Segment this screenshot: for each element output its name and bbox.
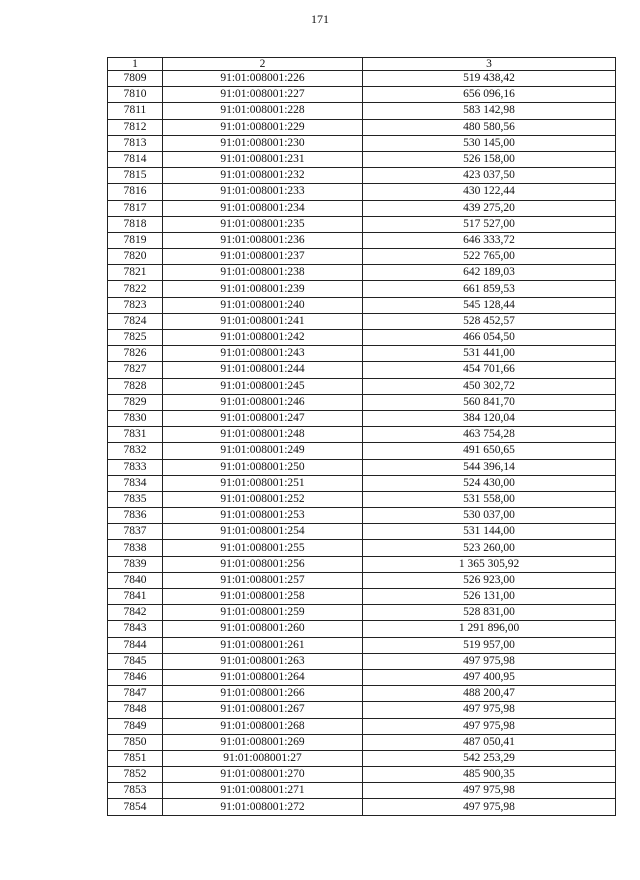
value-cell: 560 841,70 bbox=[363, 394, 616, 410]
cadastral-number-cell: 91:01:008001:230 bbox=[163, 135, 363, 151]
value-cell: 646 333,72 bbox=[363, 232, 616, 248]
table-row bbox=[108, 184, 616, 200]
cadastral-number-cell: 91:01:008001:256 bbox=[163, 556, 363, 572]
table-row bbox=[108, 637, 616, 653]
cadastral-number-cell: 91:01:008001:252 bbox=[163, 491, 363, 507]
cadastral-number-cell: 91:01:008001:270 bbox=[163, 767, 363, 783]
table-row bbox=[108, 135, 616, 151]
row-number-cell: 7853 bbox=[108, 783, 163, 799]
cadastral-number-cell: 91:01:008001:271 bbox=[163, 783, 363, 799]
table-row bbox=[108, 540, 616, 556]
value-cell: 531 558,00 bbox=[363, 491, 616, 507]
value-cell: 497 975,98 bbox=[363, 783, 616, 799]
value-cell: 519 957,00 bbox=[363, 637, 616, 653]
row-number-cell: 7811 bbox=[108, 103, 163, 119]
header-row bbox=[108, 58, 616, 71]
row-number-cell: 7833 bbox=[108, 459, 163, 475]
table-row bbox=[108, 750, 616, 766]
row-number-cell: 7854 bbox=[108, 799, 163, 815]
row-number-cell: 7817 bbox=[108, 200, 163, 216]
cadastral-number-cell: 91:01:008001:244 bbox=[163, 362, 363, 378]
cadastral-number-cell: 91:01:008001:261 bbox=[163, 637, 363, 653]
value-cell: 519 438,42 bbox=[363, 71, 616, 87]
table-row bbox=[108, 702, 616, 718]
cadastral-number-cell: 91:01:008001:263 bbox=[163, 653, 363, 669]
cadastral-number-cell: 91:01:008001:229 bbox=[163, 119, 363, 135]
row-number-cell: 7828 bbox=[108, 378, 163, 394]
row-number-cell: 7814 bbox=[108, 151, 163, 167]
value-cell: 545 128,44 bbox=[363, 297, 616, 313]
value-cell: 583 142,98 bbox=[363, 103, 616, 119]
table-row bbox=[108, 71, 616, 87]
value-cell: 480 580,56 bbox=[363, 119, 616, 135]
value-cell: 656 096,16 bbox=[363, 87, 616, 103]
value-cell: 488 200,47 bbox=[363, 686, 616, 702]
row-number-cell: 7818 bbox=[108, 216, 163, 232]
value-cell: 526 158,00 bbox=[363, 151, 616, 167]
table-row bbox=[108, 589, 616, 605]
row-number-cell: 7852 bbox=[108, 767, 163, 783]
value-cell: 454 701,66 bbox=[363, 362, 616, 378]
page-number: 171 bbox=[311, 12, 329, 26]
value-cell: 1 291 896,00 bbox=[363, 621, 616, 637]
table-row bbox=[108, 621, 616, 637]
value-cell: 497 975,98 bbox=[363, 799, 616, 815]
row-number-cell: 7844 bbox=[108, 637, 163, 653]
table-row bbox=[108, 87, 616, 103]
table-row bbox=[108, 491, 616, 507]
cadastral-number-cell: 91:01:008001:247 bbox=[163, 410, 363, 426]
column-header-1: 1 bbox=[108, 58, 163, 71]
row-number-cell: 7849 bbox=[108, 718, 163, 734]
value-cell: 528 452,57 bbox=[363, 313, 616, 329]
table-row bbox=[108, 119, 616, 135]
row-number-cell: 7830 bbox=[108, 410, 163, 426]
cadastral-number-cell: 91:01:008001:231 bbox=[163, 151, 363, 167]
value-cell: 642 189,03 bbox=[363, 265, 616, 281]
table-row bbox=[108, 669, 616, 685]
row-number-cell: 7841 bbox=[108, 589, 163, 605]
table-row bbox=[108, 572, 616, 588]
cadastral-number-cell: 91:01:008001:251 bbox=[163, 475, 363, 491]
cadastral-number-cell: 91:01:008001:248 bbox=[163, 427, 363, 443]
row-number-cell: 7843 bbox=[108, 621, 163, 637]
table-row bbox=[108, 151, 616, 167]
table-row bbox=[108, 443, 616, 459]
row-number-cell: 7819 bbox=[108, 232, 163, 248]
cadastral-number-cell: 91:01:008001:241 bbox=[163, 313, 363, 329]
value-cell: 384 120,04 bbox=[363, 410, 616, 426]
cadastral-number-cell: 91:01:008001:268 bbox=[163, 718, 363, 734]
value-cell: 450 302,72 bbox=[363, 378, 616, 394]
cadastral-number-cell: 91:01:008001:227 bbox=[163, 87, 363, 103]
table-row bbox=[108, 103, 616, 119]
value-cell: 528 831,00 bbox=[363, 605, 616, 621]
cadastral-number-cell: 91:01:008001:234 bbox=[163, 200, 363, 216]
table-row bbox=[108, 524, 616, 540]
value-cell: 439 275,20 bbox=[363, 200, 616, 216]
value-cell: 485 900,35 bbox=[363, 767, 616, 783]
cadastral-number-cell: 91:01:008001:27 bbox=[163, 750, 363, 766]
row-number-cell: 7824 bbox=[108, 313, 163, 329]
row-number-cell: 7829 bbox=[108, 394, 163, 410]
value-cell: 661 859,53 bbox=[363, 281, 616, 297]
cadastral-number-cell: 91:01:008001:250 bbox=[163, 459, 363, 475]
data-table bbox=[107, 57, 616, 816]
cadastral-number-cell: 91:01:008001:235 bbox=[163, 216, 363, 232]
table-body bbox=[108, 71, 616, 816]
row-number-cell: 7836 bbox=[108, 508, 163, 524]
row-number-cell: 7845 bbox=[108, 653, 163, 669]
table-row bbox=[108, 783, 616, 799]
row-number-cell: 7825 bbox=[108, 330, 163, 346]
cadastral-number-cell: 91:01:008001:259 bbox=[163, 605, 363, 621]
table-row bbox=[108, 394, 616, 410]
cadastral-number-cell: 91:01:008001:240 bbox=[163, 297, 363, 313]
row-number-cell: 7846 bbox=[108, 669, 163, 685]
cadastral-number-cell: 91:01:008001:237 bbox=[163, 249, 363, 265]
row-number-cell: 7842 bbox=[108, 605, 163, 621]
row-number-cell: 7809 bbox=[108, 71, 163, 87]
table-row bbox=[108, 346, 616, 362]
table-row bbox=[108, 362, 616, 378]
cadastral-number-cell: 91:01:008001:243 bbox=[163, 346, 363, 362]
row-number-cell: 7837 bbox=[108, 524, 163, 540]
table-row bbox=[108, 200, 616, 216]
cadastral-number-cell: 91:01:008001:239 bbox=[163, 281, 363, 297]
row-number-cell: 7812 bbox=[108, 119, 163, 135]
cadastral-number-cell: 91:01:008001:272 bbox=[163, 799, 363, 815]
row-number-cell: 7850 bbox=[108, 734, 163, 750]
table-row bbox=[108, 427, 616, 443]
table-row bbox=[108, 249, 616, 265]
value-cell: 497 975,98 bbox=[363, 702, 616, 718]
row-number-cell: 7822 bbox=[108, 281, 163, 297]
table-row bbox=[108, 459, 616, 475]
table-row bbox=[108, 605, 616, 621]
cadastral-number-cell: 91:01:008001:246 bbox=[163, 394, 363, 410]
row-number-cell: 7827 bbox=[108, 362, 163, 378]
table-row bbox=[108, 378, 616, 394]
cadastral-number-cell: 91:01:008001:232 bbox=[163, 168, 363, 184]
cadastral-number-cell: 91:01:008001:255 bbox=[163, 540, 363, 556]
row-number-cell: 7821 bbox=[108, 265, 163, 281]
value-cell: 530 145,00 bbox=[363, 135, 616, 151]
table-row bbox=[108, 475, 616, 491]
table-row bbox=[108, 410, 616, 426]
cadastral-number-cell: 91:01:008001:253 bbox=[163, 508, 363, 524]
row-number-cell: 7848 bbox=[108, 702, 163, 718]
cadastral-number-cell: 91:01:008001:249 bbox=[163, 443, 363, 459]
row-number-cell: 7847 bbox=[108, 686, 163, 702]
row-number-cell: 7810 bbox=[108, 87, 163, 103]
column-header-2: 2 bbox=[163, 58, 363, 71]
table-row bbox=[108, 718, 616, 734]
value-cell: 430 122,44 bbox=[363, 184, 616, 200]
row-number-cell: 7839 bbox=[108, 556, 163, 572]
cadastral-number-cell: 91:01:008001:257 bbox=[163, 572, 363, 588]
value-cell: 517 527,00 bbox=[363, 216, 616, 232]
row-number-cell: 7832 bbox=[108, 443, 163, 459]
cadastral-number-cell: 91:01:008001:266 bbox=[163, 686, 363, 702]
cadastral-number-cell: 91:01:008001:264 bbox=[163, 669, 363, 685]
value-cell: 542 253,29 bbox=[363, 750, 616, 766]
table-row bbox=[108, 216, 616, 232]
value-cell: 497 975,98 bbox=[363, 718, 616, 734]
cadastral-number-cell: 91:01:008001:260 bbox=[163, 621, 363, 637]
row-number-cell: 7826 bbox=[108, 346, 163, 362]
table-row bbox=[108, 653, 616, 669]
value-cell: 423 037,50 bbox=[363, 168, 616, 184]
row-number-cell: 7816 bbox=[108, 184, 163, 200]
value-cell: 491 650,65 bbox=[363, 443, 616, 459]
cadastral-number-cell: 91:01:008001:245 bbox=[163, 378, 363, 394]
value-cell: 466 054,50 bbox=[363, 330, 616, 346]
value-cell: 544 396,14 bbox=[363, 459, 616, 475]
cadastral-number-cell: 91:01:008001:269 bbox=[163, 734, 363, 750]
value-cell: 1 365 305,92 bbox=[363, 556, 616, 572]
cadastral-number-cell: 91:01:008001:226 bbox=[163, 71, 363, 87]
value-cell: 531 441,00 bbox=[363, 346, 616, 362]
table-row bbox=[108, 281, 616, 297]
row-number-cell: 7835 bbox=[108, 491, 163, 507]
value-cell: 497 975,98 bbox=[363, 653, 616, 669]
table-row bbox=[108, 508, 616, 524]
cadastral-number-cell: 91:01:008001:254 bbox=[163, 524, 363, 540]
value-cell: 497 400,95 bbox=[363, 669, 616, 685]
table-row bbox=[108, 799, 616, 815]
cadastral-number-cell: 91:01:008001:228 bbox=[163, 103, 363, 119]
cadastral-number-cell: 91:01:008001:238 bbox=[163, 265, 363, 281]
cadastral-number-cell: 91:01:008001:236 bbox=[163, 232, 363, 248]
row-number-cell: 7813 bbox=[108, 135, 163, 151]
row-number-cell: 7838 bbox=[108, 540, 163, 556]
table-row bbox=[108, 556, 616, 572]
column-header-3: 3 bbox=[363, 58, 616, 71]
table-row bbox=[108, 265, 616, 281]
value-cell: 531 144,00 bbox=[363, 524, 616, 540]
value-cell: 530 037,00 bbox=[363, 508, 616, 524]
table-row bbox=[108, 297, 616, 313]
table-row bbox=[108, 232, 616, 248]
row-number-cell: 7840 bbox=[108, 572, 163, 588]
value-cell: 523 260,00 bbox=[363, 540, 616, 556]
cadastral-number-cell: 91:01:008001:242 bbox=[163, 330, 363, 346]
row-number-cell: 7823 bbox=[108, 297, 163, 313]
cadastral-number-cell: 91:01:008001:267 bbox=[163, 702, 363, 718]
row-number-cell: 7820 bbox=[108, 249, 163, 265]
table-row bbox=[108, 767, 616, 783]
row-number-cell: 7834 bbox=[108, 475, 163, 491]
row-number-cell: 7831 bbox=[108, 427, 163, 443]
cadastral-number-cell: 91:01:008001:233 bbox=[163, 184, 363, 200]
table-row bbox=[108, 168, 616, 184]
table-row bbox=[108, 686, 616, 702]
row-number-cell: 7815 bbox=[108, 168, 163, 184]
cadastral-number-cell: 91:01:008001:258 bbox=[163, 589, 363, 605]
value-cell: 522 765,00 bbox=[363, 249, 616, 265]
value-cell: 526 923,00 bbox=[363, 572, 616, 588]
value-cell: 524 430,00 bbox=[363, 475, 616, 491]
table-row bbox=[108, 313, 616, 329]
row-number-cell: 7851 bbox=[108, 750, 163, 766]
value-cell: 463 754,28 bbox=[363, 427, 616, 443]
value-cell: 526 131,00 bbox=[363, 589, 616, 605]
table-row bbox=[108, 734, 616, 750]
value-cell: 487 050,41 bbox=[363, 734, 616, 750]
table-row bbox=[108, 330, 616, 346]
